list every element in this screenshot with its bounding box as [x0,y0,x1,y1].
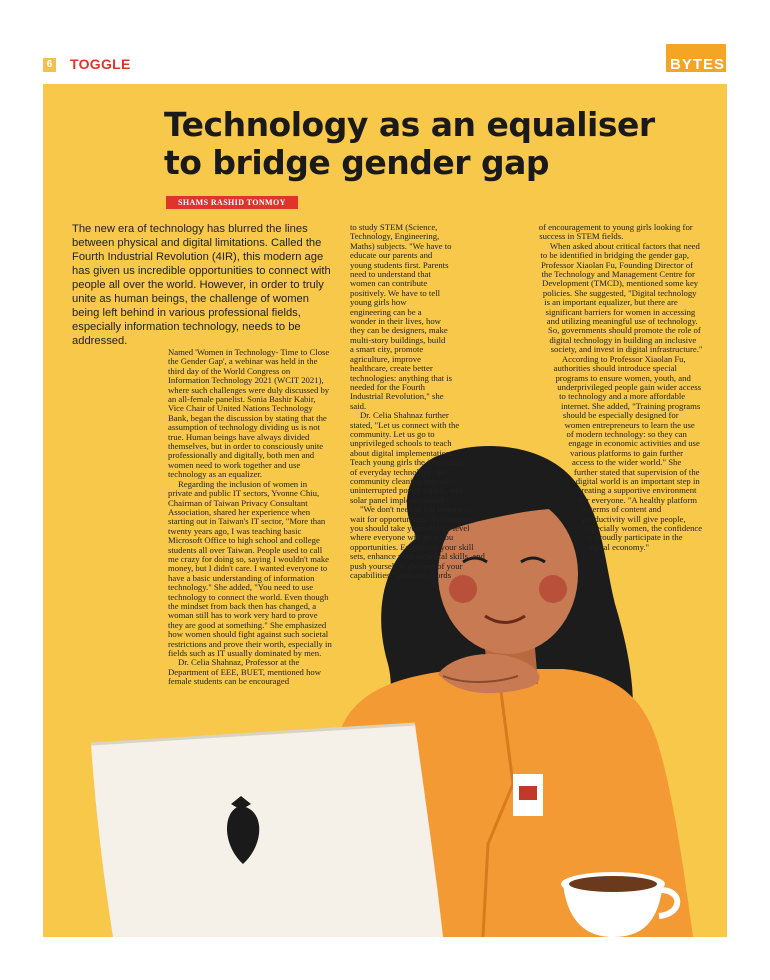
body-paragraph: to study STEM (Science, Technology, Engineering, Maths) subjects. "We have to educate our parents and young students first. Parents need to understand that women can contribute positively. We have to tell young girls how engineering can be a wonder in their lives, how they can be designers, make multi-story buildings, build a smart city, promote agriculture, improve healthcare, create better technologies: anything that is needed for the Fourth Industrial Revolution," she said. [350,222,453,411]
article-headline [164,106,684,182]
body-paragraph: Dr. Celia Shahnaz, Professor at the Department of EEE, BUET, mentioned how female students can be encouraged [168,657,322,687]
body-column-2 [350,223,522,679]
body-paragraph: Dr. Celia Shahnaz further stated, "Let us connect with the community. Let us go to unprivileged schools to teach about digital implementation. Teach young girls the importance of everyday technology, like community cleaning upgrades, uninterrupted power supply, and solar panel implementation." [350,410,467,505]
body-column-1 [168,348,332,687]
bytes-tag [666,44,726,72]
body-column-3 [534,223,704,581]
laptop-icon [91,724,443,937]
body-paragraph: Named 'Women in Technology- Time to Close the Gender Gap', a webinar was held in the third day of the World Congress on Information Technology 2021 (WCIT 2021), where such challenges were duly discussed by an all-female panelist. Sonia Bashir Kabir, Vice Chair of United Nations Technology Bank, began the discussion by stating that the assumption of technology dividing us is not true. Human beings have always divided themselves, but in order to consciously unite professionally and digitally, both men and women need to work together and use technology as an equalizer. [168,347,330,480]
body-paragraph: When asked about critical factors that need to be identified in bridging the gender gap, Professor Xiaolan Fu, Founding Director of the Technology and Management Centre for Development (TMCD), mentioned some key policies. She suggested, "Digital technology is an important equalizer, but there are significant barriers for women in accessing and utilizing meaningful use of technology. So, governments should promote the role of digital technology in building an inclusive society, and invest in digital infrastructure." [540,240,703,355]
headline-line-1: Technology as an equaliser [164,105,655,144]
body-paragraph: According to Professor Xiaolan Fu, authorities should introduce special programs to ensure women, youth, and underprivileged people gain wider access to technology and a more affordable internet. She added, "Training programs should be especially designed for women entrepreneurs to learn the use of modern technology: so they can engage in economic activities and use various platforms to gain further access to the wider world." She further stated that supervision of the digital world is an important step in creating a supportive environment for everyone. "A healthy platform in terms of content and productivity will give people, especially women, the confidence to proudly participate in the digital economy." [553,353,703,552]
headline-line-2: to bridge gender gap [164,143,550,182]
section-label: TOGGLE [70,56,131,72]
bytes-tag-label: BYTES [670,56,726,72]
page-number: 6 [43,58,56,72]
body-paragraph: of encouragement to young girls looking for success in STEM fields. [538,222,693,242]
body-paragraph: "We don't need to tell women to wait for opportunities. As a woman, you should take yourself to a level where everyone will give you opportunities. Emphasize your skill sets, enhance your technical skills, and push yourself to the best of your capabilities," were her words [350,504,485,581]
body-paragraph: Regarding the inclusion of women in private and public IT sectors, Yvonne Chiu, Chairman of Taiwan Privacy Consultant Association, shared her experience when starting out in Taiwan's IT sector, "More than twenty years ago, I was teaching basic Microsoft Office to high school and college students all over Taiwan. People used to call me crazy for doing so, saying I wouldn't make money, but I didn't care. I wanted everyone to have a basic understanding of information technology." She added, "You need to use technology to connect the world. Even though the mindset from back then has changed, a woman still has to work very hard to prove they are good at something." She emphasized how women should fight against such societal restrictions and prove their worth, especially in fields such as IT usually dominated by men. [168,478,332,658]
intro-paragraph: The new era of technology has blurred the lines between physical and digital limitations. Called the Fourth Industrial Revolution (4IR), this modern age has given us incredible opportunities to connect with people all over the world. However, in order to truly unite as human beings, the challenge of women being left behind in various professional fields, especially information technology, needs to be addressed. [72,223,331,347]
page-header [0,0,770,84]
author-byline: SHAMS RASHID TONMOY [166,196,298,209]
